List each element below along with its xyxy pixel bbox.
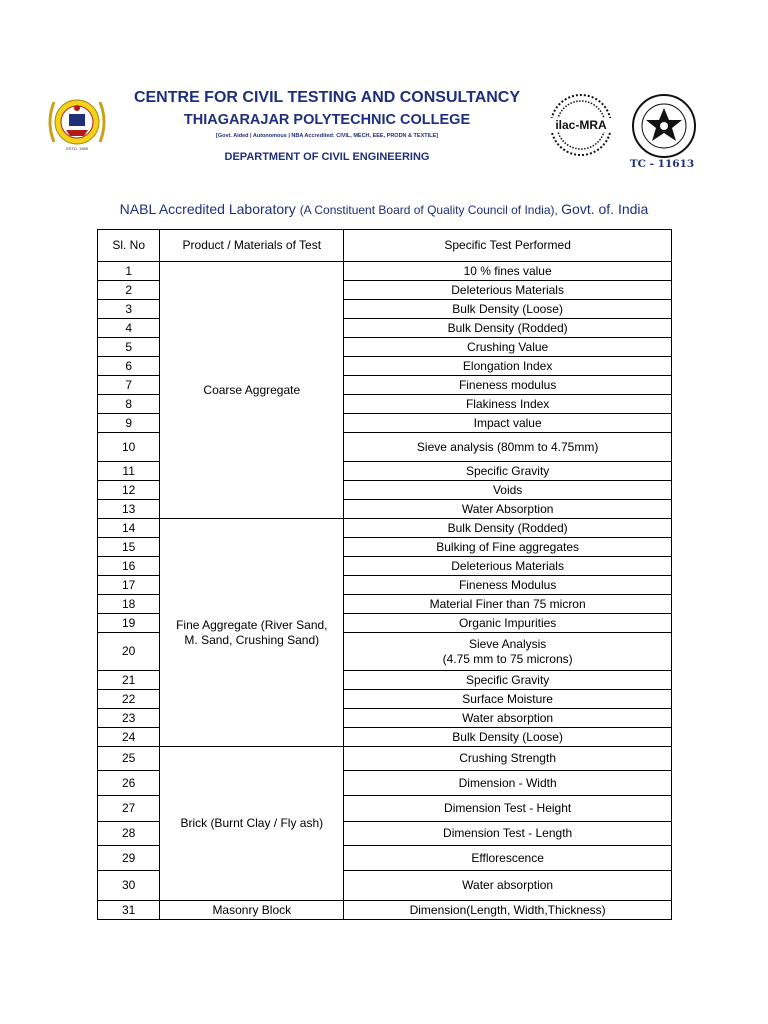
material-cell: Fine Aggregate (River Sand, M. Sand, Crushing Sand) xyxy=(160,519,344,747)
material-cell: Coarse Aggregate xyxy=(160,262,344,519)
test-cell: Fineness Modulus xyxy=(344,576,672,595)
department-title: DEPARTMENT OF CIVIL ENGINEERING xyxy=(224,151,430,163)
row-number: 5 xyxy=(98,338,160,357)
test-cell: Surface Moisture xyxy=(344,690,672,709)
test-cell: Bulking of Fine aggregates xyxy=(344,538,672,557)
nabl-accreditation-line xyxy=(0,201,768,219)
row-number: 27 xyxy=(98,796,160,822)
test-cell: Bulk Density (Rodded) xyxy=(344,319,672,338)
test-cell: Water absorption xyxy=(344,709,672,728)
row-number: 21 xyxy=(98,671,160,690)
table-row xyxy=(98,519,672,538)
table-row xyxy=(98,747,672,771)
test-cell: Dimension - Width xyxy=(344,771,672,796)
test-cell: Crushing Value xyxy=(344,338,672,357)
test-cell: Bulk Density (Rodded) xyxy=(344,519,672,538)
row-number: 7 xyxy=(98,376,160,395)
row-number: 10 xyxy=(98,433,160,462)
tc-number: TC - 11613 xyxy=(629,158,695,170)
college-logo-text: ESTD. 1958 xyxy=(66,146,88,151)
row-number: 11 xyxy=(98,462,160,481)
material-cell: Brick (Burnt Clay / Fly ash) xyxy=(160,747,344,901)
test-cell: Dimension Test - Height xyxy=(344,796,672,822)
college-emblem-icon xyxy=(44,92,110,152)
row-number: 8 xyxy=(98,395,160,414)
tests-table xyxy=(97,229,672,920)
row-number: 23 xyxy=(98,709,160,728)
row-number: 30 xyxy=(98,871,160,901)
row-number: 4 xyxy=(98,319,160,338)
test-cell: Sieve Analysis (4.75 mm to 75 microns) xyxy=(344,633,672,671)
test-cell: Bulk Density (Loose) xyxy=(344,728,672,747)
nabl-logo-icon xyxy=(628,92,700,160)
material-cell: Masonry Block xyxy=(160,901,344,920)
test-cell: Water absorption xyxy=(344,871,672,901)
ilac-mra-logo-icon xyxy=(546,92,616,158)
row-number: 15 xyxy=(98,538,160,557)
row-number: 6 xyxy=(98,357,160,376)
test-cell: Dimension Test - Length xyxy=(344,822,672,846)
qci-text: (A Constituent Board of Quality Council of India), xyxy=(299,203,562,217)
test-cell: Material Finer than 75 micron xyxy=(344,595,672,614)
nabl-lab-text: NABL Accredited Laboratory xyxy=(119,201,300,217)
row-number: 14 xyxy=(98,519,160,538)
row-number: 16 xyxy=(98,557,160,576)
row-number: 12 xyxy=(98,481,160,500)
row-number: 9 xyxy=(98,414,160,433)
row-number: 29 xyxy=(98,846,160,871)
row-number: 3 xyxy=(98,300,160,319)
test-cell: Water Absorption xyxy=(344,500,672,519)
ilac-logo-text: ilac-MRA xyxy=(555,118,607,132)
row-number: 20 xyxy=(98,633,160,671)
govt-text: Govt. of. India xyxy=(561,201,649,217)
centre-title: CENTRE FOR CIVIL TESTING AND CONSULTANCY xyxy=(133,89,521,106)
row-number: 28 xyxy=(98,822,160,846)
row-number: 26 xyxy=(98,771,160,796)
row-number: 31 xyxy=(98,901,160,920)
header-sl-no: Sl. No xyxy=(98,230,160,262)
test-cell: 10 % fines value xyxy=(344,262,672,281)
test-cell: Deleterious Materials xyxy=(344,281,672,300)
test-cell: Fineness modulus xyxy=(344,376,672,395)
row-number: 1 xyxy=(98,262,160,281)
college-name: THIAGARAJAR POLYTECHNIC COLLEGE xyxy=(183,112,471,128)
header-test: Specific Test Performed xyxy=(344,230,672,262)
test-cell: Organic Impurities xyxy=(344,614,672,633)
row-number: 13 xyxy=(98,500,160,519)
row-number: 17 xyxy=(98,576,160,595)
test-cell: Impact value xyxy=(344,414,672,433)
row-number: 24 xyxy=(98,728,160,747)
test-cell: Specific Gravity xyxy=(344,462,672,481)
test-cell: Efflorescence xyxy=(344,846,672,871)
test-cell: Flakiness Index xyxy=(344,395,672,414)
table-row xyxy=(98,901,672,920)
header-material: Product / Materials of Test xyxy=(160,230,344,262)
test-cell: Sieve analysis (80mm to 4.75mm) xyxy=(344,433,672,462)
test-cell: Specific Gravity xyxy=(344,671,672,690)
row-number: 2 xyxy=(98,281,160,300)
letterhead xyxy=(0,0,768,230)
table-body xyxy=(98,262,672,920)
accreditation-line: [Govt. Aided | Autonomous | NBA Accredited: CIVIL, MECH, EEE, PRODN & TEXTILE] xyxy=(216,133,438,139)
test-cell: Crushing Strength xyxy=(344,747,672,771)
table-header-row xyxy=(98,230,672,262)
test-cell: Bulk Density (Loose) xyxy=(344,300,672,319)
row-number: 22 xyxy=(98,690,160,709)
row-number: 18 xyxy=(98,595,160,614)
row-number: 25 xyxy=(98,747,160,771)
table-row xyxy=(98,262,672,281)
test-cell: Deleterious Materials xyxy=(344,557,672,576)
test-cell: Voids xyxy=(344,481,672,500)
test-cell: Dimension(Length, Width,Thickness) xyxy=(344,901,672,920)
test-cell: Elongation Index xyxy=(344,357,672,376)
row-number: 19 xyxy=(98,614,160,633)
